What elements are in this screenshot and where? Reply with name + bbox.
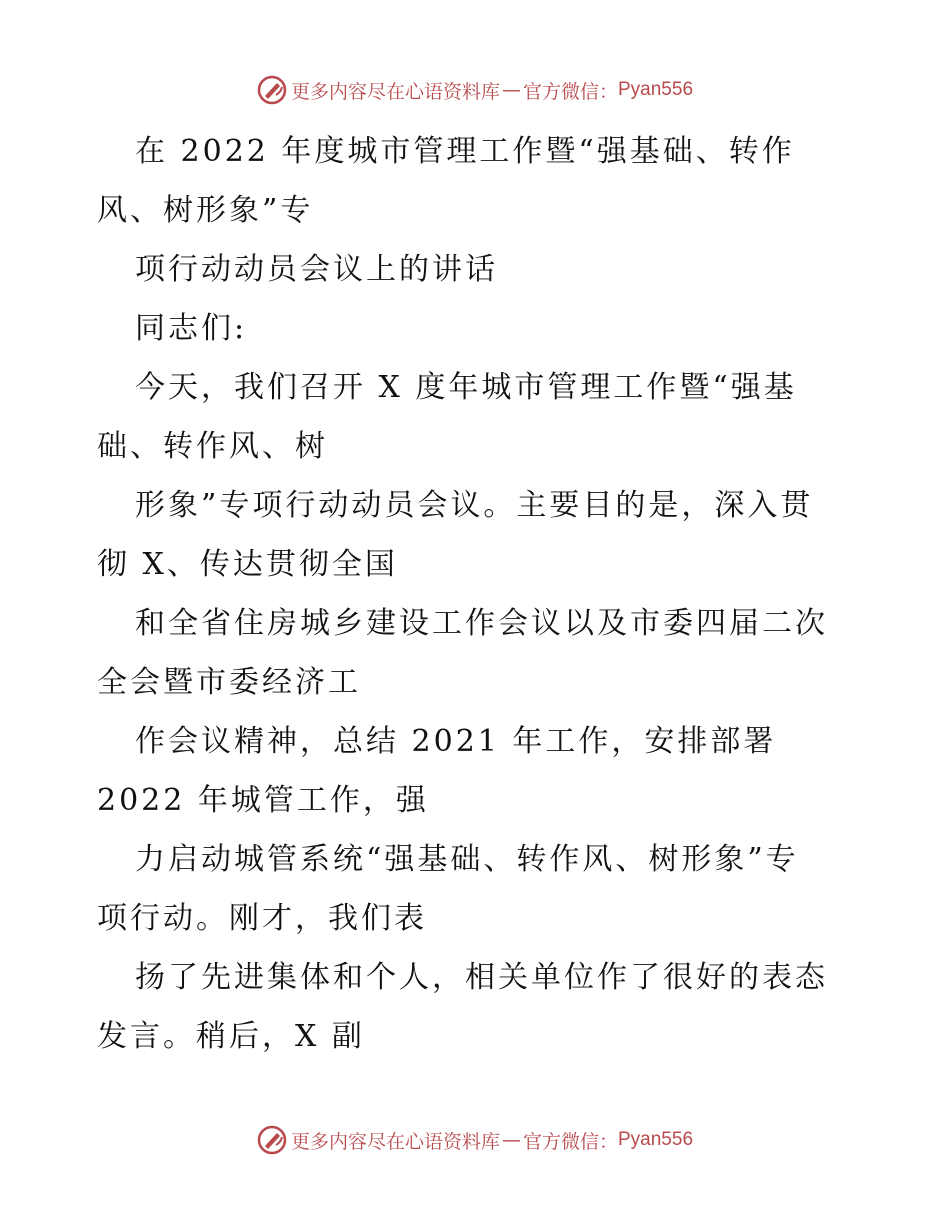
footer-watermark [0, 1120, 950, 1160]
document-line: 扬了先进集体和个人，相关单位作了很好的表态 [135, 960, 828, 995]
watermark-site-text: 更多内容尽在心语资料库 [290, 1130, 500, 1153]
document-line: 力启动城管系统“强基础、转作风、树形象”专 [135, 842, 799, 877]
watermark-separator: — [501, 1129, 521, 1151]
document-line: 础、转作风、树 [97, 429, 328, 464]
watermark-wechat-label: 官方微信： [522, 80, 618, 103]
watermark-separator: — [501, 79, 521, 101]
document-line: 作会议精神，总结 2021 年工作，安排部署 [135, 724, 777, 759]
document-line: 彻 X、传达贯彻全国 [97, 547, 398, 582]
document-line: 形象”专项行动动员会议。主要目的是，深入贯 [135, 488, 814, 523]
document-line: 全会暨市委经济工 [97, 665, 361, 700]
document-line: 今天，我们召开 X 度年城市管理工作暨“强基 [135, 370, 797, 405]
document-body [97, 122, 857, 1066]
watermark-wechat-id: Pyan556 [618, 1129, 694, 1150]
document-line: 风、树形象”专 [97, 193, 314, 228]
watermark-wechat-label: 官方微信： [522, 1130, 618, 1153]
document-line: 2022 年城管工作，强 [97, 783, 429, 818]
document-line: 发言。稍后，X 副 [97, 1019, 365, 1054]
watermark-site-text: 更多内容尽在心语资料库 [290, 80, 500, 103]
document-line: 在 2022 年度城市管理工作暨“强基础、转作 [135, 134, 795, 169]
document-line: 和全省住房城乡建设工作会议以及市委四届二次 [135, 606, 828, 641]
seal-logo-icon [257, 75, 287, 105]
watermark-wechat-id: Pyan556 [618, 79, 694, 100]
document-line: 项行动。刚才，我们表 [97, 901, 427, 936]
document-line: 同志们: [135, 311, 248, 346]
seal-logo-icon [257, 1125, 287, 1155]
document-line: 项行动动员会议上的讲话 [135, 252, 498, 287]
header-watermark [0, 70, 950, 110]
